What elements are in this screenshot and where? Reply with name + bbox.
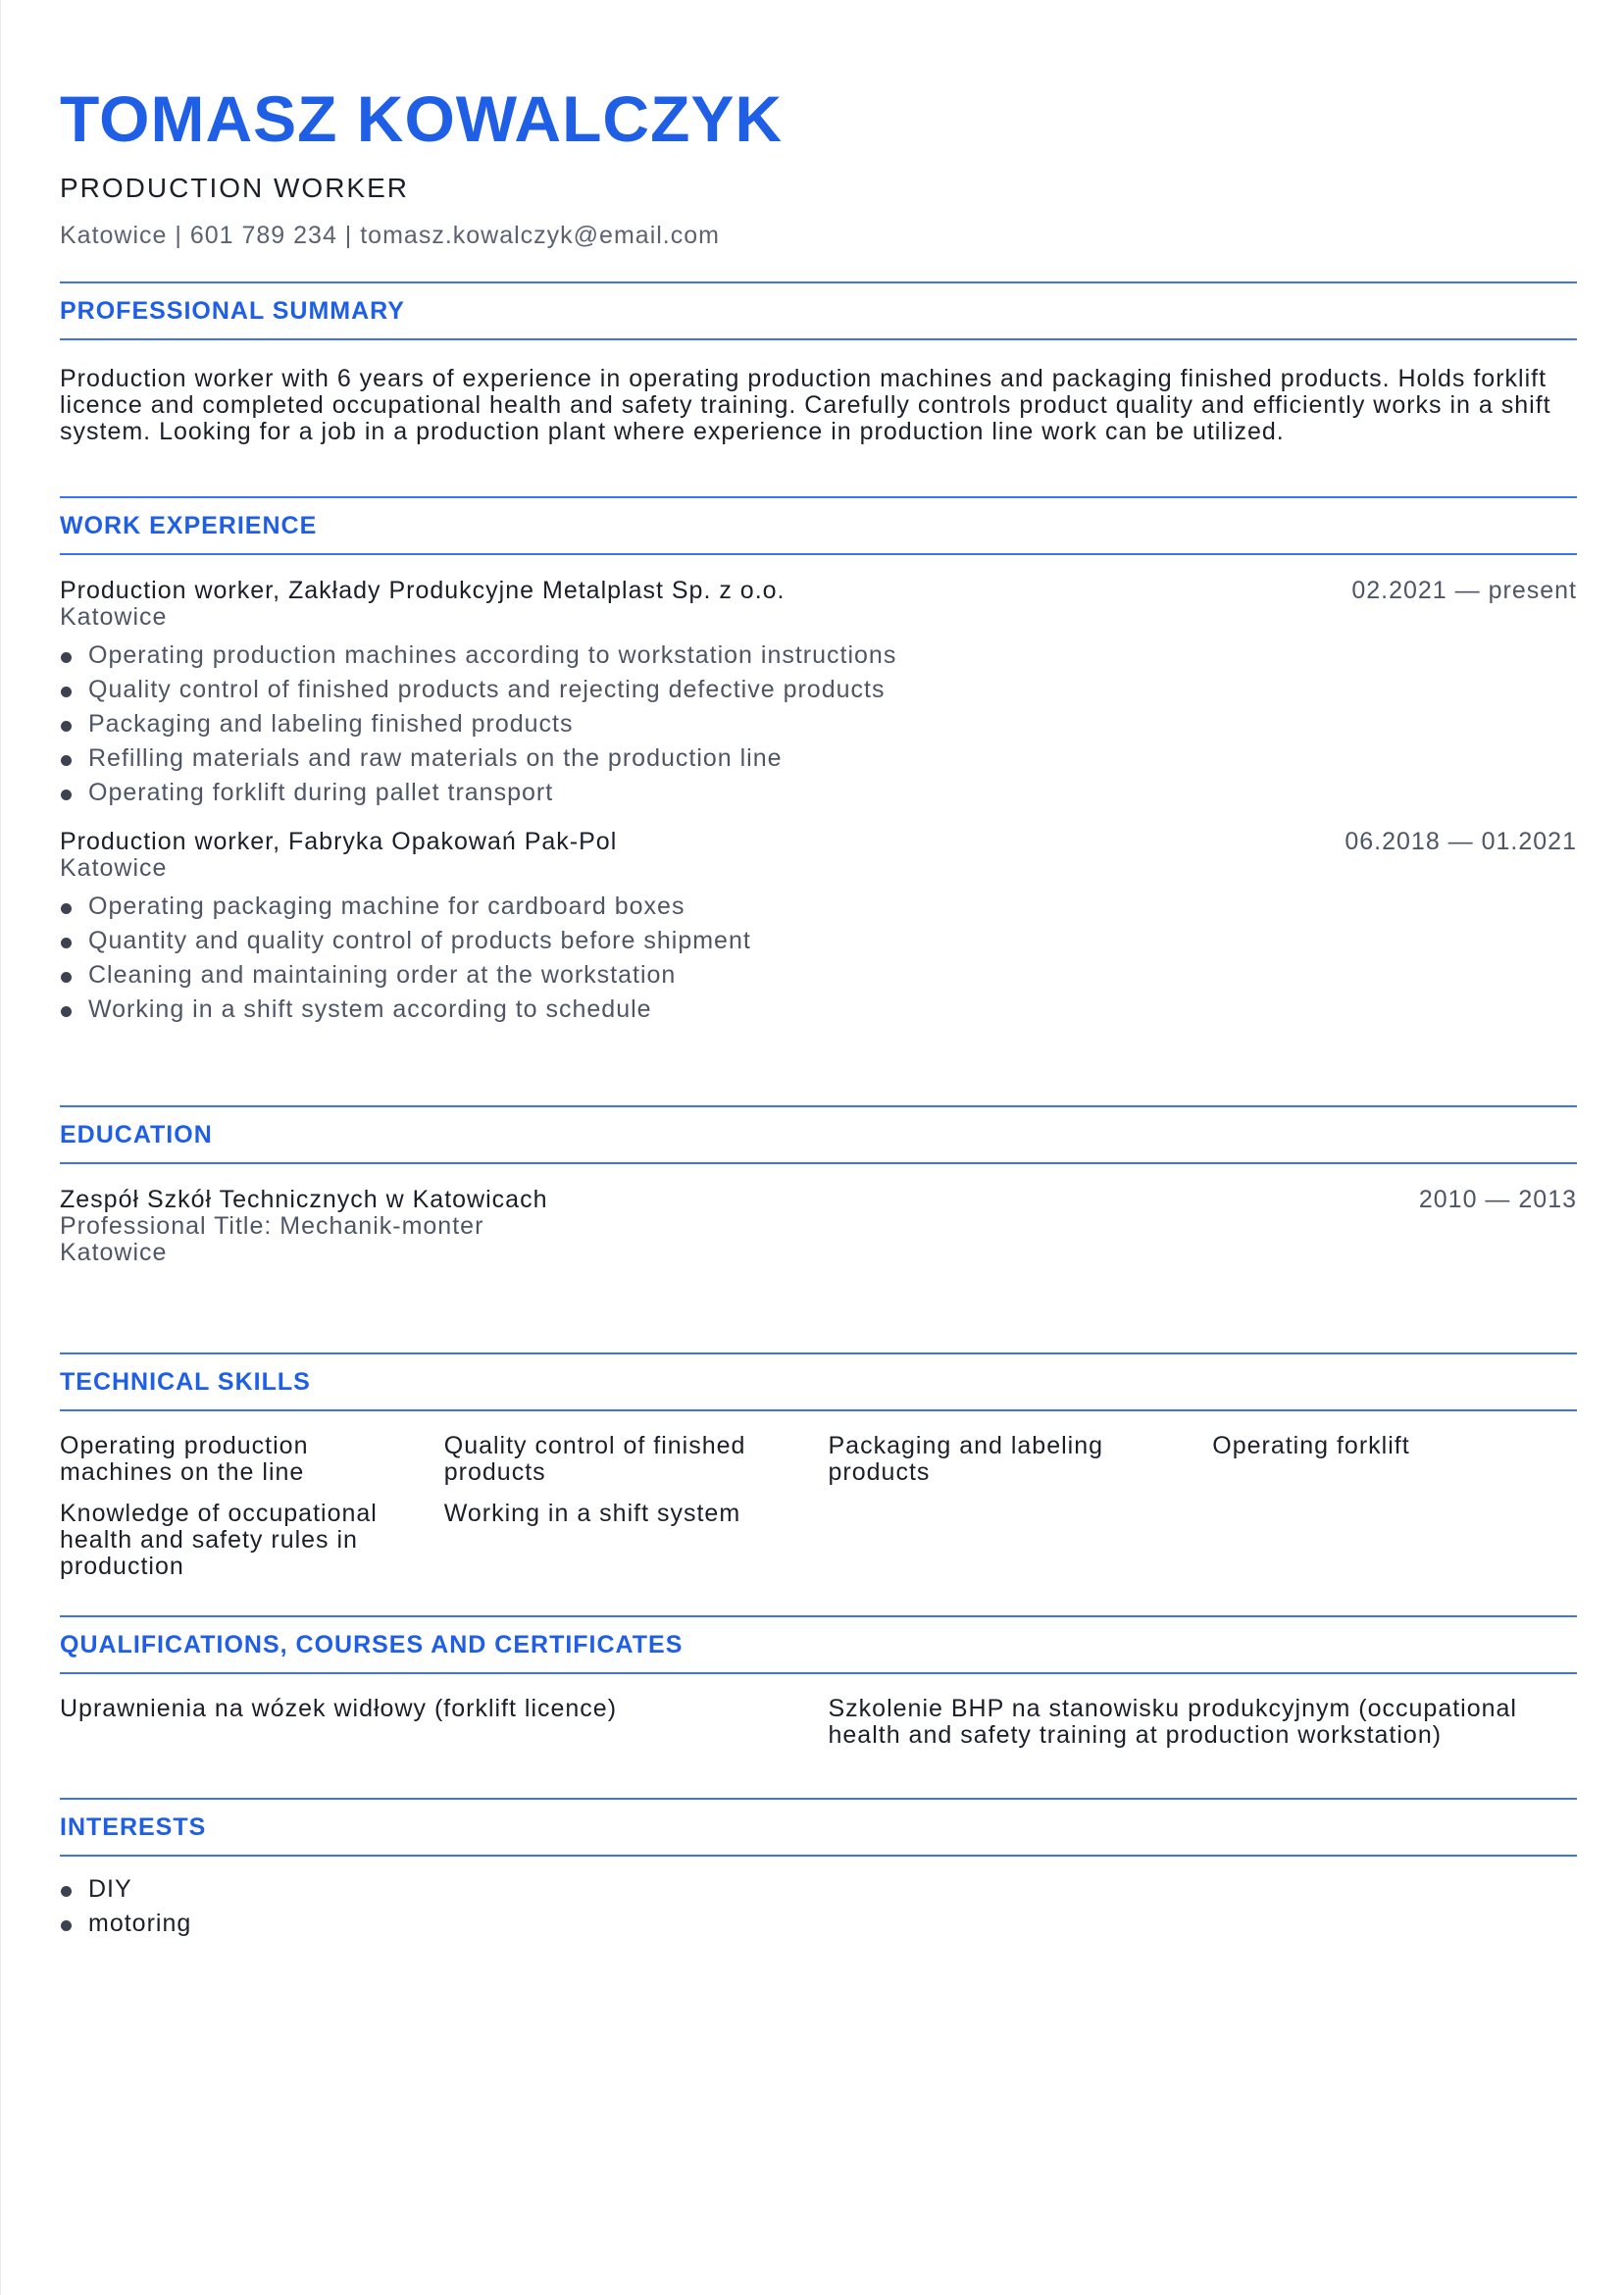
skill-item: Working in a shift system xyxy=(443,1500,741,1527)
summary-text: Production worker with 6 years of experience in operating production machines and packaging finished products. Holds forklift licence and completed occupational health and safety training. Carefully controls product quality and efficiently works in a shift system. Looking for a job in a production plant where experience in production line work can be utilized. xyxy=(60,365,1551,445)
qualifications-grid xyxy=(60,1696,1577,1749)
job-position: Production worker, Zakłady Produkcyjne Metalplast Sp. z o.o. xyxy=(60,577,786,604)
qualification-item: Uprawnienia na wózek widłowy (forklift licence) xyxy=(60,1695,618,1722)
job-duties xyxy=(60,890,1577,1027)
skill-item: Knowledge of occupational health and safety rules in production xyxy=(60,1500,378,1580)
list-item: Refilling materials and raw materials on the production line xyxy=(60,741,1577,776)
contact-line: Katowice | 601 789 234 | tomasz.kowalczyk@email.com xyxy=(60,222,720,249)
section-header-skills xyxy=(60,1352,1577,1411)
section-title: TECHNICAL SKILLS xyxy=(60,1367,311,1396)
resume-header xyxy=(60,82,1577,250)
list-item: Quality control of finished products and rejecting defective products xyxy=(60,673,1577,707)
list-item: Cleaning and maintaining order at the workstation xyxy=(60,958,1577,993)
job-header xyxy=(60,577,1577,604)
list-item: Operating production machines according to workstation instructions xyxy=(60,638,1577,673)
section-header-experience xyxy=(60,496,1577,555)
qualification-item: Szkolenie BHP na stanowisku produkcyjnym (occupational health and safety training at production workstation) xyxy=(828,1695,1517,1749)
section-title: PROFESSIONAL SUMMARY xyxy=(60,296,405,325)
education-header xyxy=(60,1186,1577,1213)
candidate-name: TOMASZ KOWALCZYK xyxy=(60,82,784,155)
list-item: Quantity and quality control of products before shipment xyxy=(60,924,1577,958)
section-title: INTERESTS xyxy=(60,1812,207,1841)
job-entry xyxy=(60,577,1577,810)
skill-item: Packaging and labeling products xyxy=(828,1432,1104,1486)
job-location: Katowice xyxy=(60,603,168,631)
job-header xyxy=(60,828,1577,855)
job-role: PRODUCTION WORKER xyxy=(60,173,409,203)
education-location: Katowice xyxy=(60,1239,168,1266)
list-item: Working in a shift system according to schedule xyxy=(60,993,1577,1027)
job-dates: 06.2018 — 01.2021 xyxy=(1345,828,1577,855)
list-item: Operating forklift during pallet transport xyxy=(60,776,1577,810)
interests-list xyxy=(60,1872,1577,1941)
section-header-interests xyxy=(60,1798,1577,1857)
section-header-summary xyxy=(60,281,1577,340)
job-position: Production worker, Fabryka Opakowań Pak-Pol xyxy=(60,828,618,855)
job-entry xyxy=(60,828,1577,1027)
job-dates: 02.2021 — present xyxy=(1351,577,1577,604)
skill-item: Quality control of finished products xyxy=(443,1432,746,1486)
list-item: DIY xyxy=(60,1872,1577,1907)
education-detail: Professional Title: Mechanik-monter xyxy=(60,1212,484,1240)
skill-item: Operating production machines on the line xyxy=(60,1432,309,1486)
list-item: Packaging and labeling finished products xyxy=(60,707,1577,741)
school-name: Zespół Szkół Technicznych w Katowicach xyxy=(60,1186,548,1213)
section-header-education xyxy=(60,1105,1577,1164)
section-title: WORK EXPERIENCE xyxy=(60,511,318,539)
job-location: Katowice xyxy=(60,854,168,882)
list-item: Operating packaging machine for cardboard boxes xyxy=(60,890,1577,924)
education-entry xyxy=(60,1186,1577,1266)
section-title: EDUCATION xyxy=(60,1120,213,1148)
job-duties xyxy=(60,638,1577,810)
list-item: motoring xyxy=(60,1907,1577,1941)
skill-item: Operating forklift xyxy=(1212,1432,1410,1459)
skills-grid xyxy=(60,1433,1577,1580)
section-header-qualifications xyxy=(60,1615,1577,1674)
education-dates: 2010 — 2013 xyxy=(1418,1186,1577,1213)
section-title: QUALIFICATIONS, COURSES AND CERTIFICATES xyxy=(60,1630,684,1658)
